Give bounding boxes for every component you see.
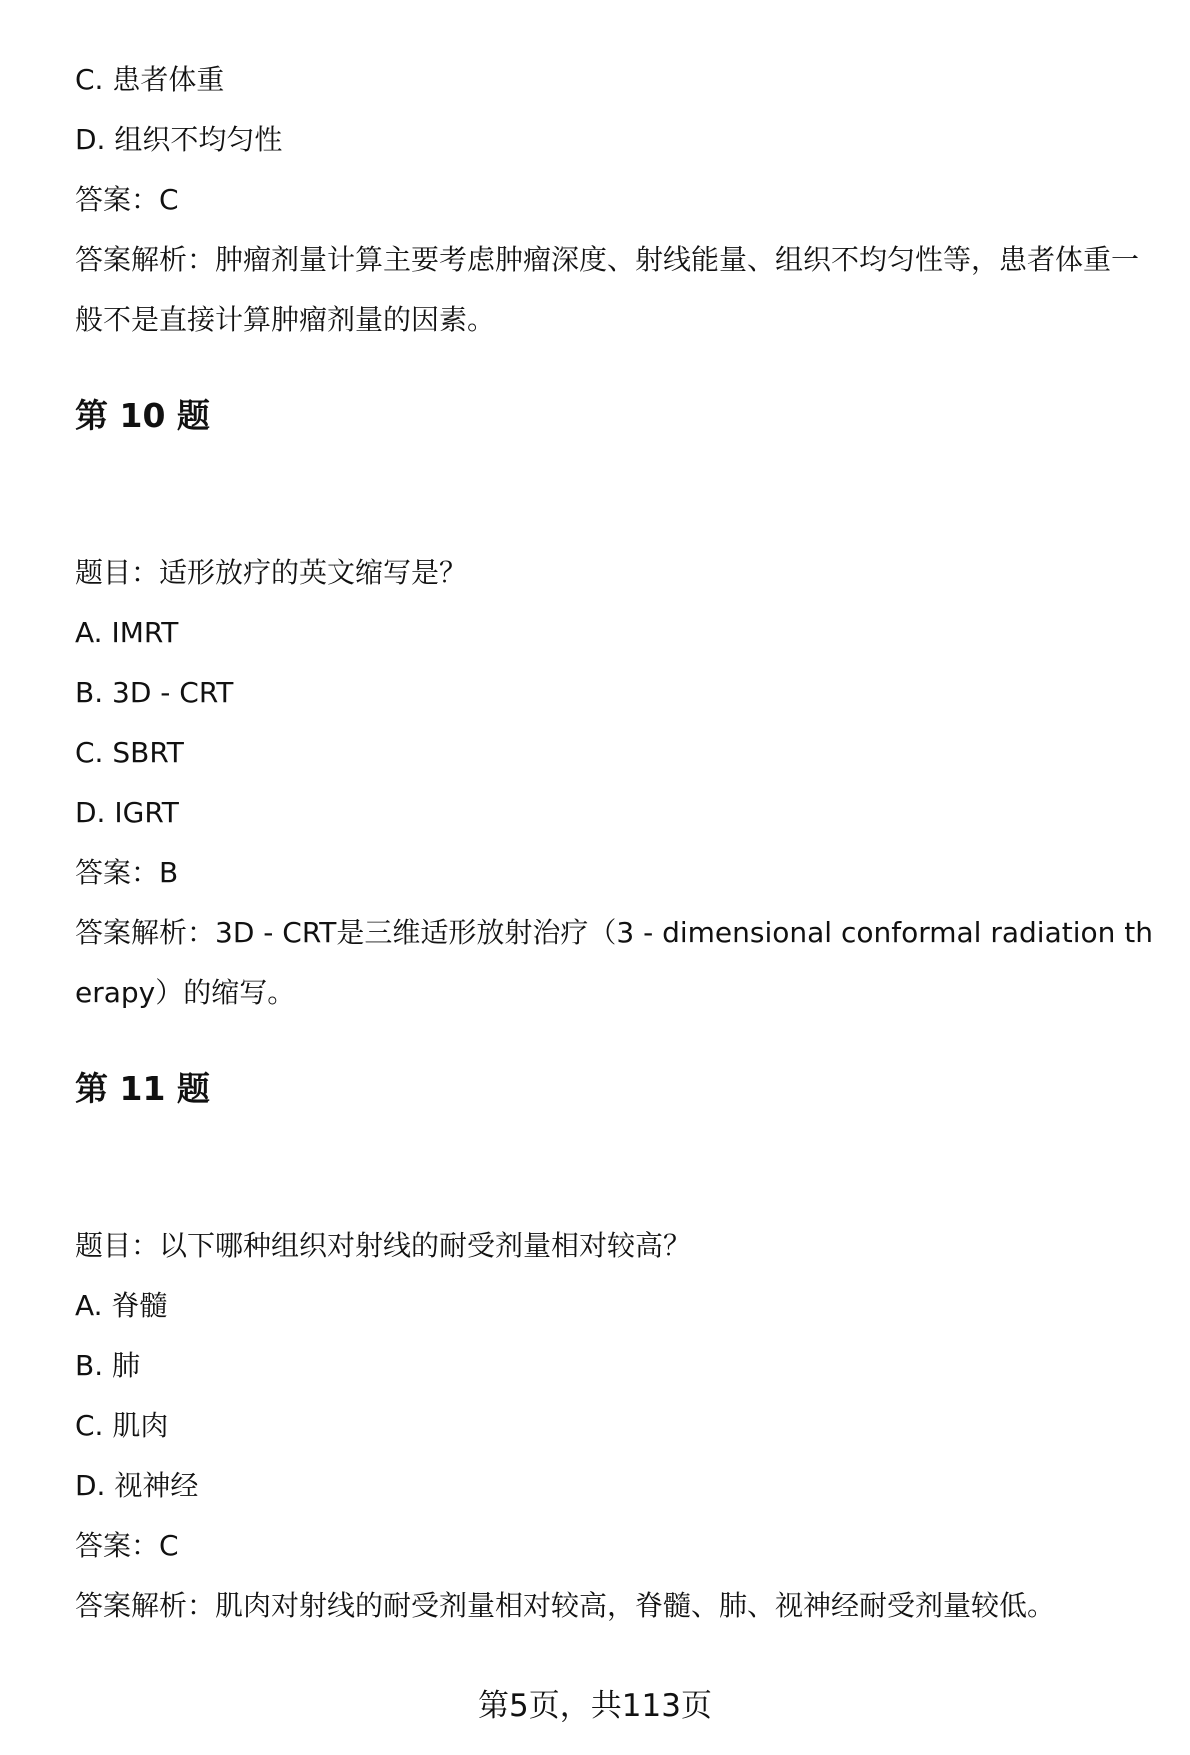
answer: 答案：C	[75, 183, 179, 216]
option-d: D. IGRT	[75, 796, 179, 829]
page-content	[75, 50, 1165, 1636]
question-11	[75, 1069, 1165, 1636]
option-d: D. 组织不均匀性	[75, 123, 283, 156]
page-number: 第5页，共113页	[478, 1688, 712, 1724]
option-b: B. 肺	[75, 1349, 141, 1382]
answer: 答案：C	[75, 1529, 179, 1562]
option-c: C. 患者体重	[75, 63, 225, 96]
option-a: A. 脊髓	[75, 1289, 168, 1322]
question-stem: 题目：以下哪种组织对射线的耐受剂量相对较高？	[75, 1229, 692, 1262]
option-b: B. 3D - CRT	[75, 676, 234, 709]
question-heading: 第 10 题	[75, 396, 210, 435]
option-d: D. 视神经	[75, 1469, 199, 1502]
answer: 答案：B	[75, 856, 179, 889]
question-heading: 第 11 题	[75, 1069, 210, 1108]
question-stem: 题目：适形放疗的英文缩写是？	[75, 556, 468, 589]
option-c: C. SBRT	[75, 736, 184, 769]
option-c: C. 肌肉	[75, 1409, 169, 1442]
question-10	[75, 396, 1165, 1023]
answer-explanation: 答案解析：3D - CRT是三维适形放射治疗（3 - dimensional conformal radiation therapy）的缩写。	[75, 916, 1153, 1009]
option-a: A. IMRT	[75, 616, 179, 649]
answer-explanation: 答案解析：肌肉对射线的耐受剂量相对较高，脊髓、肺、视神经耐受剂量较低。	[75, 1589, 1056, 1622]
answer-explanation: 答案解析：肿瘤剂量计算主要考虑肿瘤深度、射线能量、组织不均匀性等，患者体重一般不是直接计算肿瘤剂量的因素。	[75, 243, 1140, 336]
question-9-tail	[75, 50, 1165, 350]
